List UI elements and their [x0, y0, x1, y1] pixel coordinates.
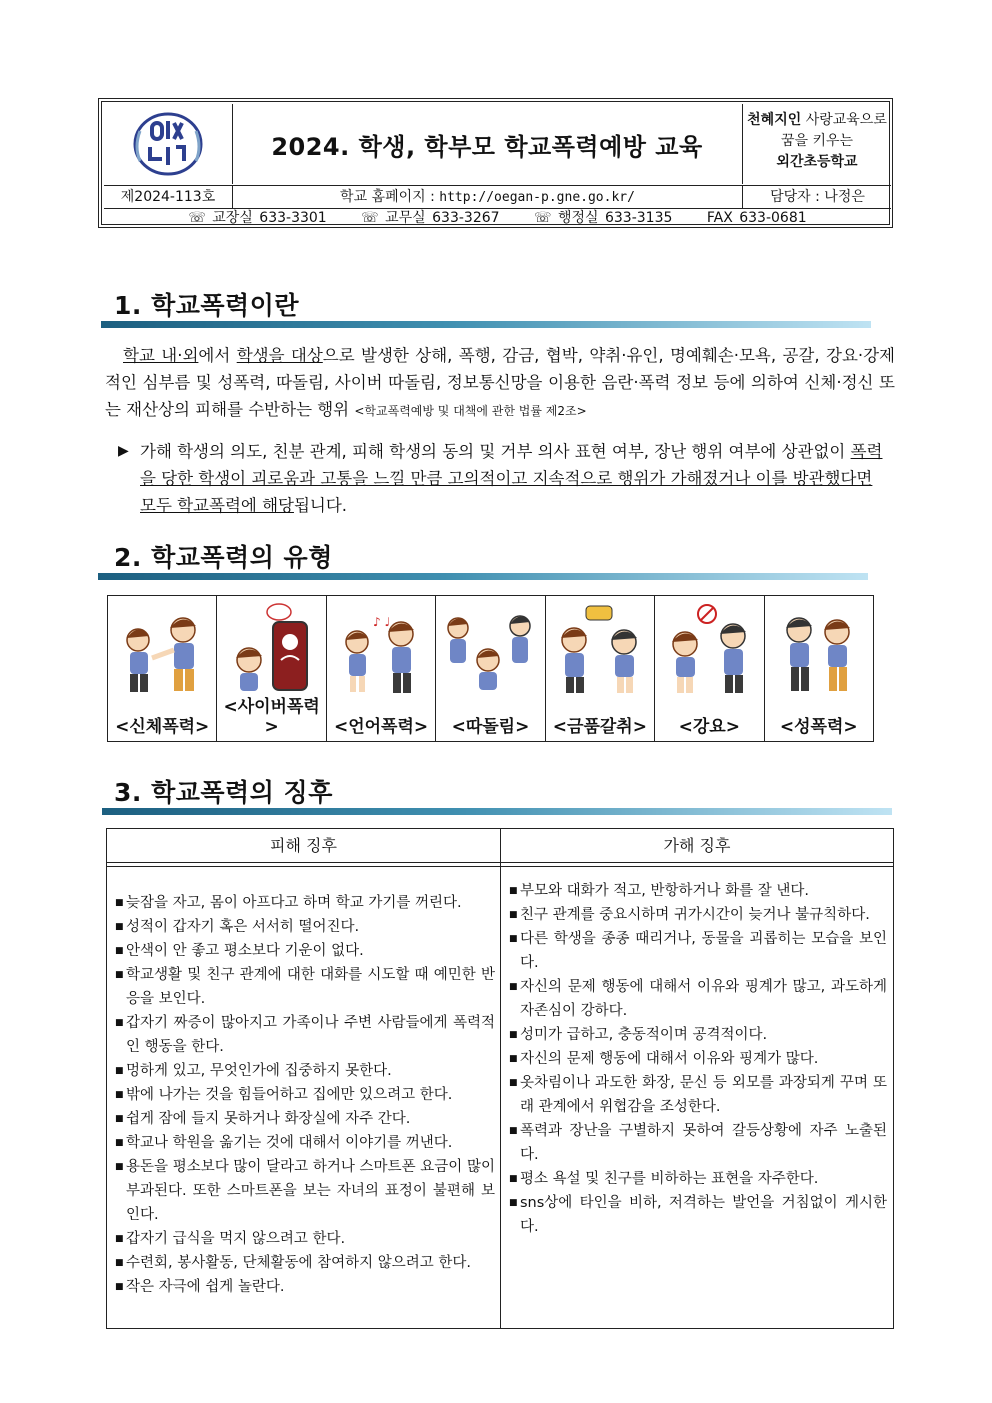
list-item: ■ 밖에 나가는 것을 힘들어하고 집에만 있으려고 한다.: [115, 1083, 495, 1107]
phone-academic-office: ☏ 교무실 633-3267: [361, 210, 500, 226]
list-item: ■ 학교생활 및 친구 관계에 대한 대화를 시도할 때 예민한 반응을 보인다.: [115, 963, 495, 1011]
section2-heading: 2. 학교폭력의 유형: [114, 543, 333, 572]
ostracism-illustration: [436, 600, 545, 705]
school-name: 외간초등학교: [776, 154, 858, 170]
type-label: <언어폭력>: [333, 717, 429, 737]
note-part-c: 됩니다.: [293, 496, 348, 515]
victim-signs-list: [115, 891, 495, 1299]
list-item: ■ 자신의 문제 행동에 대해서 이유와 핑계가 많다.: [509, 1047, 887, 1071]
physical-violence-illustration: [108, 600, 217, 705]
type-card-sexual: [765, 596, 873, 741]
sexual-violence-illustration: [765, 600, 874, 705]
phone-principal: ☏ 교장실 633-3301: [188, 210, 327, 226]
list-item: ■ 안색이 안 좋고 평소보다 기운이 없다.: [115, 939, 495, 963]
offender-signs-header: 가해 징후: [663, 836, 731, 855]
list-item: ■ sns상에 타인을 비하, 저격하는 발언을 거침없이 게시한다.: [509, 1191, 887, 1239]
svg-text:♪ ♩: ♪ ♩: [372, 615, 390, 629]
section2-divider: [98, 573, 868, 580]
definition-part-d: 으로 발생한 상해, 폭행, 감금, 협박, 약취·유인, 명예훼손·모욕, 공갈, 강요·강제적인 심부름 및 성폭력, 따돌림, 사이버 따돌림, 정보통신망을 이용한 음란·폭력 정보 등에 의하여 신체·정신 또는 재산상의 피해를 수반하는 행위: [105, 346, 896, 419]
issue-number: 제2024-113호: [104, 186, 233, 208]
offender-signs-list: [509, 879, 887, 1239]
section3-heading: 3. 학교폭력의 징후: [114, 778, 333, 807]
violence-types-strip: [107, 595, 874, 742]
definition-part-a: 학교 내·외: [123, 346, 199, 365]
cyber-violence-illustration: [217, 600, 326, 705]
fax-number: FAX 633-0681: [706, 210, 807, 226]
document-title: 2024. 학생, 학부모 학교폭력예방 교육: [271, 132, 703, 161]
type-card-physical: [108, 596, 217, 741]
list-item: ■ 친구 관계를 중요시하며 귀가시간이 늦거나 불규칙하다.: [509, 903, 887, 927]
list-item: ■ 멍하게 있고, 무엇인가에 집중하지 못한다.: [115, 1059, 495, 1083]
phone-admin-office: ☏ 행정실 633-3135: [534, 210, 673, 226]
definition-part-c: 학생을 대상: [236, 346, 323, 365]
type-label: <금품갈취>: [552, 717, 647, 737]
list-item: ■ 갑자기 급식을 먹지 않으려고 한다.: [115, 1227, 495, 1251]
list-item: ■ 성미가 급하고, 충동적이며 공격적이다.: [509, 1023, 887, 1047]
section1-note: [118, 438, 893, 519]
type-label: <강요>: [678, 717, 740, 737]
list-item: ■ 늦잠을 자고, 몸이 아프다고 하며 학교 가기를 꺼린다.: [115, 891, 495, 915]
list-item: ■ 수련회, 봉사활동, 단체활동에 참여하지 않으려고 한다.: [115, 1251, 495, 1275]
slogan-keyword: 천혜지인: [747, 112, 802, 128]
signs-table: [106, 828, 894, 1329]
type-label: <따돌림>: [451, 717, 530, 737]
header-info-row: [104, 185, 891, 209]
homepage-label: 학교 홈페이지 :: [340, 189, 440, 205]
header-frame: [101, 101, 890, 225]
arrow-right-icon: ▶: [118, 443, 129, 459]
school-slogan: [742, 104, 891, 184]
law-reference: <학교폭력예방 및 대책에 관한 법률 제2조>: [354, 404, 587, 418]
contact-phones: [104, 208, 891, 228]
section1-divider: [101, 321, 871, 328]
list-item: ■ 용돈을 평소보다 많이 달라고 하거나 스마트폰 요금이 많이 부과된다. 또한 스마트폰을 보는 자녀의 표정이 불편해 보인다.: [115, 1155, 495, 1227]
list-item: ■ 자신의 문제 행동에 대해서 이유와 핑계가 많고, 과도하게 자존심이 강하다.: [509, 975, 887, 1023]
type-card-coercion: [655, 596, 764, 741]
definition-paragraph: [105, 342, 895, 425]
list-item: ■ 평소 욕설 및 친구를 비하하는 표현을 자주한다.: [509, 1167, 887, 1191]
coercion-illustration: [655, 600, 764, 705]
note-text: [140, 438, 893, 519]
list-item: ■ 학교나 학원을 옮기는 것에 대해서 이야기를 꺼낸다.: [115, 1131, 495, 1155]
column-divider: [500, 829, 501, 1328]
homepage-info: [233, 186, 742, 208]
type-label: <성폭력>: [779, 717, 858, 737]
extortion-illustration: [546, 600, 655, 705]
list-item: ■ 폭력과 장난을 구별하지 못하여 갈등상황에 자주 노출된다.: [509, 1119, 887, 1167]
verbal-violence-illustration: [327, 600, 436, 705]
note-part-a: 가해 학생의 의도, 친분 관계, 피해 학생의 동의 및 거부 의사 표현 여부, 장난 행위 여부에 상관없이: [140, 442, 851, 461]
type-card-verbal: [327, 596, 436, 741]
school-emblem-icon: [126, 109, 210, 179]
type-card-ostracism: [436, 596, 545, 741]
section1-heading: 1. 학교폭력이란: [114, 291, 299, 320]
list-item: ■ 갑자기 짜증이 많아지고 가족이나 주변 사람들에게 폭력적인 행동을 한다.: [115, 1011, 495, 1059]
list-item: ■ 작은 자극에 쉽게 놀란다.: [115, 1275, 495, 1299]
type-label: <신체폭력>: [115, 717, 210, 737]
note-part-b: 폭력을 당한 학생이 괴로움과 고통을 느낄 만큼 고의적이고 지속적으로 행위가 가해졌거나 이를 방관했다면 모두 학교폭력에 해당: [140, 442, 883, 515]
list-item: ■ 옷차림이나 과도한 화장, 문신 등 외모를 과장되게 꾸며 또래 관계에서 위협감을 조성한다.: [509, 1071, 887, 1119]
section3-divider: [102, 808, 892, 815]
list-item: ■ 성적이 갑자기 혹은 서서히 떨어진다.: [115, 915, 495, 939]
homepage-link[interactable]: http://oegan-p.gne.go.kr/: [439, 190, 635, 205]
slogan-line1: 사랑교육으로: [801, 112, 887, 128]
list-item: ■ 쉽게 잠에 들지 못하거나 화장실에 자주 간다.: [115, 1107, 495, 1131]
school-logo: [104, 104, 233, 184]
definition-part-b: 에서: [198, 346, 237, 365]
list-item: ■ 부모와 대화가 적고, 반항하거나 화를 잘 낸다.: [509, 879, 887, 903]
manager-name: 담당자 : 나정은: [742, 186, 892, 208]
victim-signs-header: 피해 징후: [107, 829, 501, 862]
document-header: [98, 98, 893, 228]
slogan-line2: 꿈을 키우는: [780, 133, 854, 149]
type-card-extortion: [546, 596, 655, 741]
list-item: ■ 다른 학생을 종종 때리거나, 동물을 괴롭히는 모습을 보인다.: [509, 927, 887, 975]
type-label: <사이버폭력>: [223, 697, 320, 737]
type-card-cyber: [217, 596, 326, 741]
